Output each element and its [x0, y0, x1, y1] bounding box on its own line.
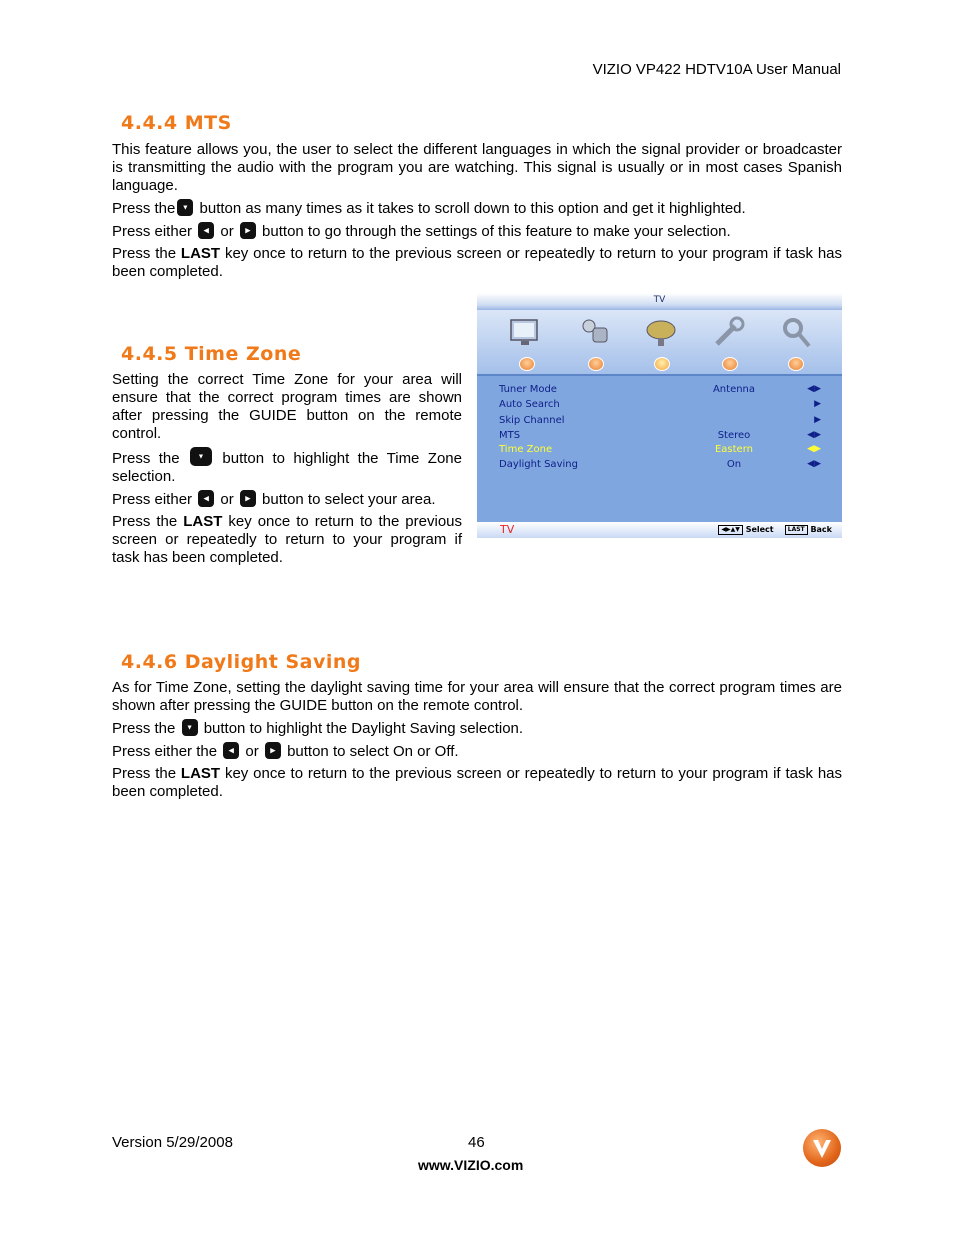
text: button to go through the settings of this feature to make your selection.: [257, 223, 731, 240]
text: button to select your area.: [257, 491, 436, 508]
left-right-arrow-icon: ◀▶: [807, 459, 821, 469]
vizio-v-mark: [803, 1129, 841, 1167]
last-key-label: LAST: [180, 765, 221, 782]
menu-tab-indicator-active: [654, 357, 670, 371]
tv-menu-bottom-bar: [477, 522, 842, 538]
timezone-paragraph-4: [112, 513, 462, 567]
text: or: [216, 491, 238, 508]
tv-menu-nav-hints: [718, 525, 832, 535]
text: Press the: [112, 720, 180, 737]
text: button to highlight the Time Zone selection.: [112, 450, 462, 485]
tv-menu-icon-bar: [477, 310, 842, 374]
mts-paragraph-3: [112, 222, 842, 241]
daylight-paragraph-4: [112, 765, 842, 801]
left-arrow-button-icon: ◀: [223, 742, 239, 759]
vizio-logo-icon: [803, 1129, 841, 1167]
navigation-arrows-icon: ◀▶▲▼: [718, 525, 742, 535]
key-lock-icon: [775, 316, 815, 350]
right-arrow-button-icon: ▶: [240, 490, 256, 507]
mts-paragraph-4: [112, 245, 842, 281]
text: button as many times as it takes to scroll down to this option and get it highlighted.: [195, 200, 746, 217]
text: Press the: [112, 245, 181, 262]
left-right-arrow-icon: ◀▶: [807, 430, 821, 440]
mts-section: [112, 141, 842, 281]
menu-tab-indicator: [788, 357, 804, 371]
menu-tab-indicator: [588, 357, 604, 371]
menu-row-skip-channel[interactable]: [499, 415, 829, 429]
select-hint: Select: [745, 525, 774, 534]
text: button to highlight the Daylight Saving selection.: [199, 720, 524, 737]
text: key once to return to the previous screen or repeatedly to return to your program if task has been completed.: [112, 765, 843, 800]
right-arrow-button-icon: ▶: [265, 742, 281, 759]
daylight-paragraph-3: [112, 742, 842, 761]
menu-row-value: Antenna: [712, 384, 756, 395]
text: Press either the: [112, 743, 222, 760]
left-arrow-button-icon: ◀: [198, 222, 214, 239]
tv-menu-screenshot: [477, 293, 842, 538]
text: Press either: [112, 491, 197, 508]
last-key-label: LAST: [183, 513, 223, 530]
menu-row-time-zone[interactable]: [499, 444, 829, 458]
menu-row-label: Skip Channel: [499, 415, 565, 426]
menu-row-auto-search[interactable]: [499, 399, 829, 413]
left-arrow-button-icon: ◀: [198, 490, 214, 507]
mts-heading: 4.4.4 MTS: [121, 112, 232, 134]
menu-row-value: Eastern: [714, 444, 753, 455]
tv-menu-top-label: TV: [653, 295, 666, 305]
down-arrow-button-icon: ▼: [190, 447, 212, 466]
tv-menu-separator: [477, 374, 842, 376]
text: button to select On or Off.: [282, 743, 459, 760]
right-arrow-icon: ▶: [814, 415, 821, 425]
text: Press the: [112, 513, 184, 530]
menu-row-value: Stereo: [717, 430, 751, 441]
last-key-icon: LAST: [785, 525, 808, 535]
text: or: [216, 223, 238, 240]
right-arrow-button-icon: ▶: [240, 222, 256, 239]
footer-version: Version 5/29/2008: [112, 1134, 233, 1151]
footer-page-number: 46: [468, 1134, 485, 1151]
text: or: [241, 743, 263, 760]
down-arrow-button-icon: ▼: [182, 719, 198, 736]
menu-row-label: Daylight Saving: [499, 459, 578, 470]
daylight-paragraph-2: [112, 719, 842, 738]
timezone-heading: 4.4.5 Time Zone: [121, 343, 302, 365]
antenna-icon: [641, 316, 681, 350]
timezone-paragraph-2: [112, 447, 462, 486]
text: Press either: [112, 223, 197, 240]
text: Press the: [112, 450, 188, 467]
menu-row-tuner-mode[interactable]: [499, 384, 829, 398]
text: Press the: [112, 765, 181, 782]
left-right-arrow-icon: ◀▶: [807, 384, 821, 394]
back-hint: Back: [810, 525, 832, 534]
down-arrow-button-icon: ▼: [177, 199, 193, 216]
audio-icon: [575, 316, 615, 350]
text: Press the: [112, 200, 176, 217]
daylight-heading: 4.4.6 Daylight Saving: [121, 651, 361, 673]
menu-row-daylight-saving[interactable]: [499, 459, 829, 473]
left-right-arrow-icon: ◀▶: [807, 444, 821, 454]
header-title: VIZIO VP422 HDTV10A User Manual: [592, 61, 841, 78]
last-key-label: LAST: [180, 245, 221, 262]
menu-tab-indicator: [519, 357, 535, 371]
wrench-setup-icon: [709, 316, 749, 350]
menu-tab-indicator: [722, 357, 738, 371]
daylight-section: [112, 679, 842, 801]
menu-row-label: Auto Search: [499, 399, 560, 410]
timezone-paragraph-3: [112, 490, 462, 509]
timezone-section: [112, 371, 462, 567]
menu-row-value: On: [726, 459, 742, 470]
footer-url[interactable]: www.VIZIO.com: [418, 1157, 524, 1173]
menu-row-label: MTS: [499, 430, 521, 441]
tv-menu-bottom-label: TV: [500, 523, 515, 536]
text: key once to return to the previous screen or repeatedly to return to your program if task has been completed.: [112, 513, 463, 566]
menu-row-label: Time Zone: [499, 444, 553, 455]
mts-paragraph-1: This feature allows you, the user to select the different languages in which the signal provider or broadcaster is transmitting the audio with the program you are watching. This signal is usually or in most cases Spanish language.: [112, 141, 842, 194]
tv-picture-icon: [505, 316, 545, 350]
menu-row-mts[interactable]: [499, 430, 829, 444]
right-arrow-icon: ▶: [814, 399, 821, 409]
mts-paragraph-2: [112, 199, 842, 218]
tv-menu-top-bar: [477, 293, 842, 310]
timezone-paragraph-1: Setting the correct Time Zone for your area will ensure that the correct program times are shown after pressing the GUIDE button on the remote control.: [112, 371, 462, 442]
daylight-paragraph-1: As for Time Zone, setting the daylight saving time for your area will ensure that the correct program times are shown after pressing the GUIDE button on the remote control.: [112, 679, 842, 714]
menu-row-label: Tuner Mode: [499, 384, 557, 395]
text: key once to return to the previous screen or repeatedly to return to your program if task has been completed.: [112, 245, 843, 280]
